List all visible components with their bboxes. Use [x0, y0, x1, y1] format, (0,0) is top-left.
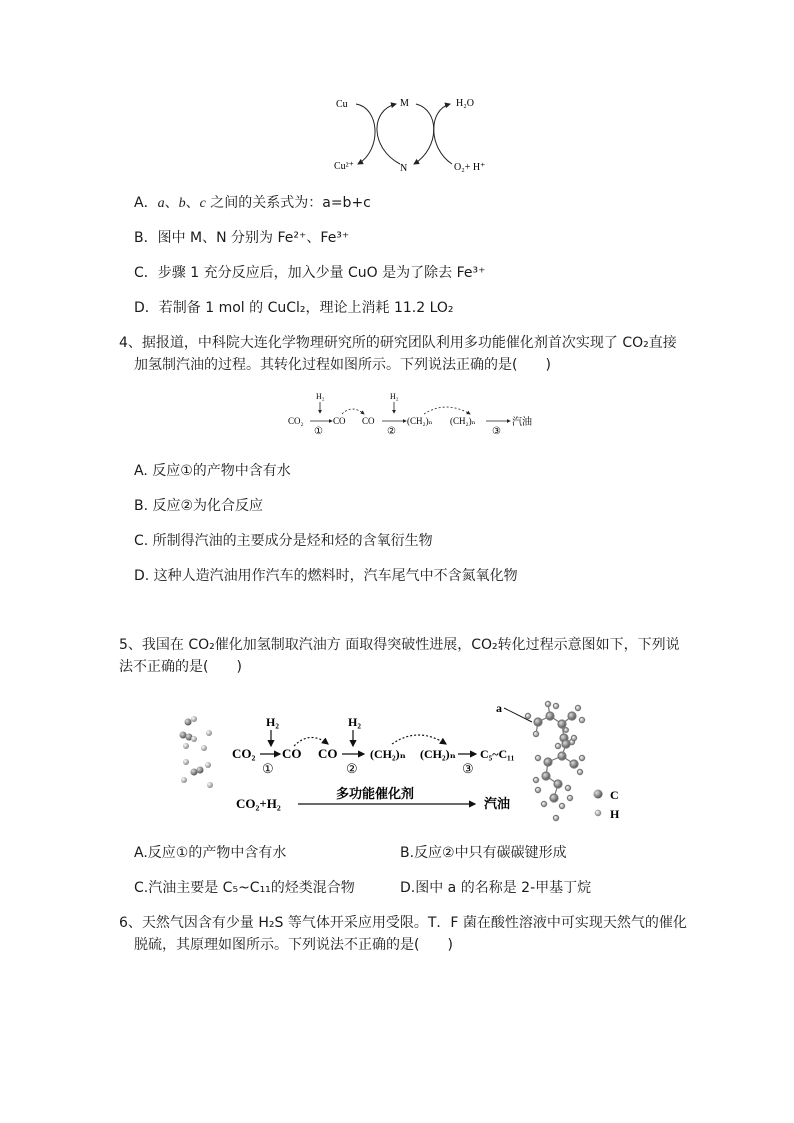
q3-option-a: A．a、b、c 之间的关系式为：a=b+c: [134, 195, 371, 211]
q5-co-2: CO: [318, 746, 338, 761]
q5-stem-line2: 法不正确的是( ): [119, 659, 242, 675]
legend-carbon-label: C: [610, 788, 619, 802]
q4-stem-line1: 4、据报道，中科院大连化学物理研究所的研究团队利用多功能催化剂首次实现了 CO₂直接: [119, 335, 677, 351]
q6-stem-line1: 6、天然气因含有少量 H₂S 等气体开采应用受限。T．F 菌在酸性溶液中可实现天然气的催化: [119, 915, 687, 931]
q5-ch2-a: (CH₂)ₙ: [370, 747, 406, 761]
q3-option-c: C．步骤 1 充分反应后，加入少量 CuO 是为了除去 Fe³⁺: [134, 265, 486, 281]
q5-option-c: C.汽油主要是 C₅~C₁₁的烃类混合物: [134, 880, 355, 896]
q5-ch2-b: (CH₂)ₙ: [420, 747, 456, 761]
q3-option-b: B．图中 M、N 分别为 Fe²⁺、Fe³⁺: [134, 230, 350, 246]
n-label: N: [400, 163, 408, 174]
q4-conversion-diagram: [286, 386, 546, 436]
cycle-diagram: [320, 88, 500, 183]
q5-circle-1: ①: [262, 761, 274, 776]
cu-label: Cu: [336, 99, 348, 110]
q4-ch2-b: (CH₂)ₙ: [450, 416, 476, 426]
q4-ch2-a: (CH₂)ₙ: [407, 416, 433, 426]
q6-stem-line2: 脱硫，其原理如图所示。下列说法不正确的是( ): [134, 937, 453, 953]
q5-option-a: A.反应①的产物中含有水: [134, 845, 287, 861]
q3-option-d: D．若制备 1 mol 的 CuCl₂，理论上消耗 11.2 LO₂: [134, 300, 454, 316]
q4-co2: CO₂: [288, 416, 304, 426]
q5-circle-2: ②: [346, 761, 358, 776]
q5-circle-3: ③: [462, 761, 474, 776]
q5-label-a: a: [496, 701, 502, 715]
q4-option-b: B. 反应②为化合反应: [134, 498, 264, 514]
q4-co-1: CO: [333, 416, 346, 426]
m-label: M: [400, 98, 409, 109]
q4-option-c: C. 所制得汽油的主要成分是烃和烃的含氧衍生物: [134, 533, 433, 549]
q5-option-b: B.反应②中只有碳碳键形成: [400, 845, 567, 861]
q4-circle-2: ②: [387, 426, 396, 436]
o2h-label: O₂+ H⁺: [454, 162, 486, 173]
legend-carbon-icon: [594, 790, 603, 799]
q5-reactants: CO₂+H₂: [236, 796, 281, 811]
q4-circle-3: ③: [492, 426, 501, 436]
legend-hydrogen-icon: [595, 810, 601, 816]
legend-hydrogen-label: H: [610, 807, 620, 821]
q5-co2: CO₂: [232, 746, 256, 761]
q4-h2-a: H₂: [316, 392, 325, 401]
q5-conversion-diagram: [170, 690, 630, 830]
q4-co-2: CO: [362, 416, 375, 426]
q5-gasoline: 汽油: [484, 796, 511, 811]
q5-c5-c11: C₅~C₁₁: [480, 747, 515, 761]
molecules-left-icon: [180, 716, 214, 788]
q4-option-d: D. 这种人造汽油用作汽车的燃料时，汽车尾气中不含氮氧化物: [134, 568, 518, 584]
molecule-a-icon: [525, 701, 584, 748]
q5-h2-a: H₂: [266, 715, 279, 729]
q5-option-d: D.图中 a 的名称是 2-甲基丁烷: [400, 880, 592, 896]
q4-h2-b: H₂: [390, 392, 399, 401]
q5-co-1: CO: [282, 746, 302, 761]
q4-gasoline: 汽油: [512, 417, 532, 428]
h2o-label: H₂O: [456, 98, 474, 109]
q5-h2-b: H₂: [348, 715, 361, 729]
q4-stem-line2: 加氢制汽油的过程。其转化过程如图所示。下列说法正确的是( ): [134, 357, 551, 373]
cu2-label: Cu²⁺: [334, 161, 354, 172]
q4-circle-1: ①: [314, 426, 323, 436]
q4-option-a: A. 反应①的产物中含有水: [134, 463, 291, 479]
q5-stem-line1: 5、我国在 CO₂催化加氢制取汽油方 面取得突破性进展，CO₂转化过程示意图如下，下列说: [119, 637, 680, 653]
q5-catalyst: 多功能催化剂: [336, 786, 415, 801]
